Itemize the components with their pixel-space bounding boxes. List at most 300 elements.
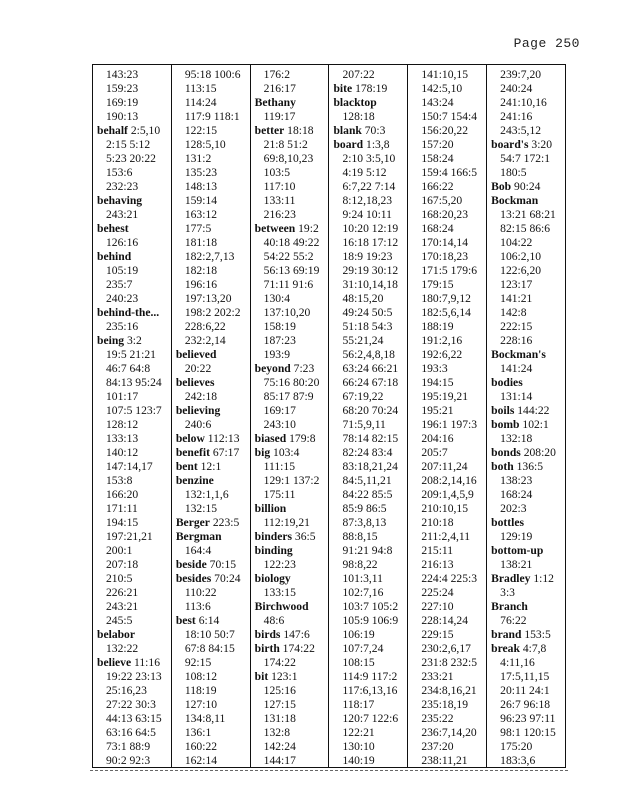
index-column-4 xyxy=(329,65,408,767)
page-line-refs: 215:11 xyxy=(421,544,454,557)
page-line-refs: 106:2,10 xyxy=(500,250,542,263)
page-line-refs: 102:7,16 xyxy=(342,586,384,599)
page-line-refs: 226:21 xyxy=(106,586,139,599)
page-line-refs: 103:5 xyxy=(263,166,291,179)
page-line-refs: 132:18 xyxy=(500,432,533,445)
page-line-refs: 153:8 xyxy=(106,474,133,487)
headword: bottom-up xyxy=(491,544,544,557)
headword: bonds xyxy=(491,446,521,459)
page-line-refs: 194:15 xyxy=(106,516,139,529)
page-line-refs: 137:10,20 xyxy=(263,306,311,319)
index-entry xyxy=(251,530,329,544)
page-line-refs: 232:2,14 xyxy=(184,334,226,347)
page-line-refs: 243:10 xyxy=(263,418,296,431)
index-entry xyxy=(251,600,329,614)
page-line-refs: 4:7,8 xyxy=(519,642,547,655)
page-line-refs: 119:17 xyxy=(263,110,296,123)
page-line-refs: 27:22 30:3 xyxy=(106,698,156,711)
page-line-refs: 84:5,11,21 xyxy=(342,474,392,487)
page-line-refs: 107:7,24 xyxy=(342,642,384,655)
headword: Bergman xyxy=(175,530,222,543)
index-entry xyxy=(93,250,171,264)
page-line-refs: 102:1 xyxy=(519,418,549,431)
index-entry xyxy=(251,222,329,236)
index-entry xyxy=(251,432,329,446)
index-entry xyxy=(93,656,171,670)
page-line-refs: 16:18 17:12 xyxy=(342,236,399,249)
page-line-refs: 128:12 xyxy=(106,418,139,431)
page-line-refs: 180:7,9,12 xyxy=(421,292,471,305)
page-line-refs: 18:18 xyxy=(284,124,314,137)
page-line-refs: 19:5 21:21 xyxy=(106,348,156,361)
page-line-refs: 170:18,23 xyxy=(421,250,469,263)
page-line-refs: 113:6 xyxy=(184,600,211,613)
page-line-refs: 245:5 xyxy=(106,614,133,627)
page-line-refs: 98:8,22 xyxy=(342,558,378,571)
page-line-refs: 122:23 xyxy=(263,558,296,571)
page-line-refs: 129:1 137:2 xyxy=(263,474,320,487)
page-line-refs: 133:15 xyxy=(263,586,296,599)
page-line-refs: 122:21 xyxy=(342,726,375,739)
page-line-refs: 6:7,22 7:14 xyxy=(342,180,396,193)
page-line-refs: 104:22 xyxy=(500,236,533,249)
page-line-refs: 234:8,16,21 xyxy=(421,684,477,697)
headword: biology xyxy=(254,572,291,585)
headword: binders xyxy=(254,530,293,543)
page-line-refs: 197:13,20 xyxy=(184,292,232,305)
page-line-refs: 3:20 xyxy=(528,138,553,151)
page-line-refs: 210:5 xyxy=(106,572,133,585)
page-line-refs: 75:16 80:20 xyxy=(263,376,320,389)
headword: board xyxy=(333,138,364,151)
page-line-refs: 192:6,22 xyxy=(421,348,463,361)
page-line-refs: 235:16 xyxy=(106,320,139,333)
headword: Branch xyxy=(491,600,528,613)
page-line-refs: 164:4 xyxy=(184,544,212,557)
headword: Bethany xyxy=(254,96,296,109)
page-line-refs: 179:8 xyxy=(286,432,316,445)
page-line-refs: 70:3 xyxy=(361,124,386,137)
index-entry xyxy=(251,628,329,642)
page-line-refs: 18:9 19:23 xyxy=(342,250,393,263)
page-line-refs: 242:18 xyxy=(184,390,218,403)
page-line-refs: 20:11 24:1 xyxy=(500,684,550,697)
page-line-refs: 194:15 xyxy=(421,376,454,389)
page-line-refs: 91:21 94:8 xyxy=(342,544,393,557)
page-line-refs: 130:10 xyxy=(342,740,375,753)
page-line-refs: 222:15 xyxy=(500,320,533,333)
page-line-refs: 133:13 xyxy=(106,432,139,445)
index-column-3 xyxy=(251,65,330,767)
page-line-refs: 210:18 xyxy=(421,516,454,529)
page-line-refs: 225:24 xyxy=(421,586,454,599)
page-line-refs: 132:15 xyxy=(184,502,218,515)
page-line-refs: 174:22 xyxy=(263,656,296,669)
page-line-refs: 240:6 xyxy=(184,418,212,431)
headword: billion xyxy=(254,502,287,515)
page-line-refs: 87:3,8,13 xyxy=(342,516,387,529)
page-line-refs: 200:1 xyxy=(106,544,133,557)
page-line-refs: 19:2 xyxy=(295,222,319,235)
headword: Birchwood xyxy=(254,600,309,613)
page-line-refs: 187:23 xyxy=(263,334,296,347)
page-line-refs: 108:12 xyxy=(184,670,218,683)
page-line-refs: 21:8 51:2 xyxy=(263,138,308,151)
page-line-refs: 177:5 xyxy=(184,222,212,235)
page-line-refs: 156:20,22 xyxy=(421,124,469,137)
page-line-refs: 143:24 xyxy=(421,96,454,109)
headword: besides xyxy=(175,572,212,585)
page-line-refs: 169:17 xyxy=(263,404,296,417)
page-line-refs: 140:19 xyxy=(342,754,375,767)
page-line-refs: 159:14 xyxy=(184,194,218,207)
page-line-refs: 114:9 117:2 xyxy=(342,670,398,683)
page-line-refs: 143:23 xyxy=(106,68,139,81)
headword: behest xyxy=(97,222,129,235)
headword: benefit xyxy=(175,446,210,459)
index-entry xyxy=(487,180,565,194)
headword: break xyxy=(491,642,520,655)
page-line-refs: 224:4 225:3 xyxy=(421,572,478,585)
page-line-refs: 2:5,10 xyxy=(127,124,161,137)
page-line-refs: 26:7 96:18 xyxy=(500,698,551,711)
page-line-refs: 205:7 xyxy=(421,446,448,459)
page-line-refs: 148:13 xyxy=(184,180,218,193)
page-line-refs: 153:6 xyxy=(106,166,133,179)
page-line-refs: 142:5,10 xyxy=(421,82,463,95)
page-line-refs: 223:5 xyxy=(209,516,240,529)
page-line-refs: 117:10 xyxy=(263,180,296,193)
page-line-refs: 157:20 xyxy=(421,138,454,151)
page-line-refs: 96:23 97:11 xyxy=(500,712,556,725)
page-line-refs: 183:3,6 xyxy=(500,754,536,767)
page-line-refs: 56:2,4,8,18 xyxy=(342,348,395,361)
page-line-refs: 202:3 xyxy=(500,502,527,515)
page-line-refs: 9:24 10:11 xyxy=(342,208,392,221)
headword: beside xyxy=(175,558,207,571)
page-line-refs: 168:20,23 xyxy=(421,208,469,221)
headword: bent xyxy=(175,460,198,473)
page-line-refs: 227:10 xyxy=(421,600,454,613)
page-line-refs: 141:21 xyxy=(500,292,533,305)
page-line-refs: 133:11 xyxy=(263,194,296,207)
index-entry xyxy=(172,432,250,446)
index-entry xyxy=(329,82,407,96)
index-entry xyxy=(93,334,171,348)
page-line-refs: 175:11 xyxy=(263,488,296,501)
page-line-refs: 101:17 xyxy=(106,390,139,403)
page-line-refs: 180:5 xyxy=(500,166,527,179)
page-line-refs: 105:9 106:9 xyxy=(342,614,399,627)
page-line-refs: 73:1 88:9 xyxy=(106,740,151,753)
index-entry xyxy=(93,194,171,208)
page-line-refs: 169:19 xyxy=(106,96,139,109)
page-line-refs: 69:8,10,23 xyxy=(263,152,314,165)
page-line-refs: 25:16,23 xyxy=(106,684,147,697)
page-line-refs: 88:8,15 xyxy=(342,530,378,543)
page-line-refs: 196:1 197:3 xyxy=(421,418,478,431)
headword: blank xyxy=(333,124,362,137)
headword: behalf xyxy=(97,124,128,137)
page-line-refs: 2:15 5:12 xyxy=(106,138,151,151)
page-line-refs: 235:22 xyxy=(421,712,454,725)
page-line-refs: 235:18,19 xyxy=(421,698,469,711)
page-line-refs: 122:15 xyxy=(184,124,218,137)
page-line-refs: 147:14,17 xyxy=(106,460,153,473)
index-entry xyxy=(251,572,329,586)
index-entry xyxy=(487,138,565,152)
page-line-refs: 228:6,22 xyxy=(184,320,226,333)
index-entry xyxy=(172,530,250,544)
page-line-refs: 129:19 xyxy=(500,530,533,543)
index-entry xyxy=(329,96,407,110)
page-line-refs: 179:15 xyxy=(421,278,454,291)
headword: biased xyxy=(254,432,287,445)
index-entry xyxy=(487,516,565,530)
index-entry xyxy=(172,446,250,460)
page-line-refs: 181:18 xyxy=(184,236,218,249)
page-line-refs: 2:10 3:5,10 xyxy=(342,152,396,165)
headword: better xyxy=(254,124,285,137)
headword: being xyxy=(97,334,125,347)
page-line-refs: 230:2,6,17 xyxy=(421,642,471,655)
page-line-refs: 216:13 xyxy=(421,558,454,571)
page-line-refs: 159:4 166:5 xyxy=(421,166,478,179)
page-line-refs: 190:13 xyxy=(106,110,139,123)
page-line-refs: 63:16 64:5 xyxy=(106,726,156,739)
headword: below xyxy=(175,432,205,445)
page-line-refs: 174:22 xyxy=(279,642,315,655)
page-line-refs: 195:19,21 xyxy=(421,390,469,403)
page-line-refs: 125:16 xyxy=(263,684,296,697)
headword: behind xyxy=(97,250,132,263)
page-line-refs: 150:7 154:4 xyxy=(421,110,478,123)
index-entry xyxy=(172,474,250,488)
page-line-refs: 84:13 95:24 xyxy=(106,376,162,389)
page-line-refs: 188:19 xyxy=(421,320,454,333)
headword: believing xyxy=(175,404,221,417)
page-line-refs: 208:20 xyxy=(520,446,556,459)
index-entry xyxy=(487,446,565,460)
page-line-refs: 54:7 172:1 xyxy=(500,152,551,165)
page-line-refs: 241:16 xyxy=(500,110,533,123)
page-line-refs: 239:7,20 xyxy=(500,68,542,81)
headword: birth xyxy=(254,642,280,655)
page-line-refs: 120:7 122:6 xyxy=(342,712,399,725)
page-line-refs: 204:16 xyxy=(421,432,454,445)
page-line-refs: 36:5 xyxy=(292,530,316,543)
page-line-refs: 127:15 xyxy=(263,698,296,711)
page-line-refs: 117:9 118:1 xyxy=(184,110,240,123)
index-entry xyxy=(251,544,329,558)
index-entry xyxy=(487,572,565,586)
headword: believed xyxy=(175,348,217,361)
page-line-refs: 56:13 69:19 xyxy=(263,264,320,277)
page-line-refs: 158:24 xyxy=(421,152,454,165)
index-entry xyxy=(487,600,565,614)
index-entry xyxy=(172,404,250,418)
page-line-refs: 6:14 xyxy=(195,614,220,627)
headword: blacktop xyxy=(333,96,377,109)
page-line-refs: 126:16 xyxy=(106,236,139,249)
page-line-refs: 1:12 xyxy=(530,572,554,585)
headword: Berger xyxy=(175,516,210,529)
headword: brand xyxy=(491,628,522,641)
page-line-refs: 114:24 xyxy=(184,96,217,109)
page-line-refs: 122:6,20 xyxy=(500,264,542,277)
page-line-refs: 168:24 xyxy=(421,222,454,235)
index-entry xyxy=(172,376,250,390)
page-line-refs: 132:22 xyxy=(106,642,139,655)
page-line-refs: 243:5,12 xyxy=(500,124,542,137)
page-line-refs: 92:15 xyxy=(184,656,212,669)
page-line-refs: 112:19,21 xyxy=(263,516,310,529)
page-line-refs: 71:11 91:6 xyxy=(263,278,314,291)
page-line-refs: 207:22 xyxy=(342,68,375,81)
page-line-refs: 141:24 xyxy=(500,362,533,375)
page-line-refs: 236:7,14,20 xyxy=(421,726,477,739)
page-line-refs: 83:18,21,24 xyxy=(342,460,398,473)
page-line-refs: 191:2,16 xyxy=(421,334,463,347)
page-line-refs: 3:2 xyxy=(124,334,142,347)
page-line-refs: 85:9 86:5 xyxy=(342,502,387,515)
page-line-refs: 118:19 xyxy=(184,684,217,697)
page-line-refs: 49:24 50:5 xyxy=(342,306,393,319)
page-line-refs: 132:8 xyxy=(263,726,291,739)
headword: Bockman's xyxy=(491,348,546,361)
page-line-refs: 128:5,10 xyxy=(184,138,226,151)
page-line-refs: 103:4 xyxy=(270,446,300,459)
headword: both xyxy=(491,460,514,473)
headword: big xyxy=(254,446,271,459)
page-line-refs: 144:17 xyxy=(263,754,296,767)
page-line-refs: 195:21 xyxy=(421,404,454,417)
headword: bite xyxy=(333,82,353,95)
index-entry xyxy=(251,642,329,656)
page-line-refs: 208:2,14,16 xyxy=(421,474,477,487)
page-line-refs: 240:24 xyxy=(500,82,533,95)
index-entry xyxy=(251,670,329,684)
page-line-refs: 106:19 xyxy=(342,628,375,641)
page-line-refs: 240:23 xyxy=(106,292,139,305)
page-line-refs: 54:22 55:2 xyxy=(263,250,314,263)
headword: behaving xyxy=(97,194,143,207)
page-line-refs: 13:21 68:21 xyxy=(500,208,556,221)
headword: birds xyxy=(254,628,281,641)
page-line-refs: 176:2 xyxy=(263,68,291,81)
page-line-refs: 128:18 xyxy=(342,110,375,123)
page-line-refs: 76:22 xyxy=(500,614,527,627)
page-line-refs: 29:19 30:12 xyxy=(342,264,399,277)
index-entry xyxy=(487,418,565,432)
page-line-refs: 175:20 xyxy=(500,740,533,753)
index-column-1 xyxy=(93,65,172,767)
page-line-refs: 162:14 xyxy=(184,754,218,767)
page-line-refs: 198:2 202:2 xyxy=(184,306,241,319)
page-line-refs: 67:19,22 xyxy=(342,390,384,403)
page-line-refs: 98:1 120:15 xyxy=(500,726,556,739)
page-line-refs: 171:11 xyxy=(106,502,138,515)
page-line-refs: 166:22 xyxy=(421,180,454,193)
page-number: Page 250 xyxy=(513,36,580,51)
headword: between xyxy=(254,222,296,235)
page-line-refs: 55:21,24 xyxy=(342,334,384,347)
headword: beyond xyxy=(254,362,291,375)
page-line-refs: 7:23 xyxy=(290,362,315,375)
page-line-refs: 142:24 xyxy=(263,740,296,753)
page-line-refs: 182:2,7,13 xyxy=(184,250,235,263)
page-line-refs: 11:16 xyxy=(131,656,161,669)
headword: board's xyxy=(491,138,529,151)
page-line-refs: 63:24 66:21 xyxy=(342,362,399,375)
page-line-refs: 147:6 xyxy=(280,628,310,641)
page-line-refs: 243:21 xyxy=(106,208,139,221)
index-column-5 xyxy=(408,65,487,767)
headword: best xyxy=(175,614,196,627)
index-entry xyxy=(172,516,250,530)
page-line-refs: 108:15 xyxy=(342,656,375,669)
page-line-refs: 243:21 xyxy=(106,600,139,613)
index-entry xyxy=(251,124,329,138)
page-line-refs: 51:18 54:3 xyxy=(342,320,393,333)
page-line-refs: 95:18 100:6 xyxy=(184,68,241,81)
page-line-refs: 216:23 xyxy=(263,208,296,221)
index-entry xyxy=(93,124,171,138)
page-line-refs: 159:23 xyxy=(106,82,139,95)
index-entry xyxy=(329,124,407,138)
headword: Bradley xyxy=(491,572,531,585)
page-line-refs: 135:23 xyxy=(184,166,218,179)
page-line-refs: 70:15 xyxy=(206,558,237,571)
bottom-divider xyxy=(90,770,568,771)
headword: believe xyxy=(97,656,132,669)
page-line-refs: 71:5,9,11 xyxy=(342,418,386,431)
index-entry xyxy=(487,404,565,418)
page-line-refs: 123:1 xyxy=(268,670,298,683)
page-line-refs: 140:12 xyxy=(106,446,139,459)
page-line-refs: 123:17 xyxy=(500,278,533,291)
page-line-refs: 158:19 xyxy=(263,320,296,333)
index-entry xyxy=(172,348,250,362)
page-line-refs: 132:1,1,6 xyxy=(184,488,229,501)
index-entry xyxy=(172,460,250,474)
page-line-refs: 117:6,13,16 xyxy=(342,684,398,697)
index-entry xyxy=(93,628,171,642)
page-line-refs: 211:2,4,11 xyxy=(421,530,471,543)
index-entry xyxy=(251,96,329,110)
index-entry xyxy=(172,614,250,628)
page-line-refs: 68:20 70:24 xyxy=(342,404,399,417)
page-line-refs: 8:12,18,23 xyxy=(342,194,393,207)
page-line-refs: 67:8 84:15 xyxy=(184,642,235,655)
page-line-refs: 78:14 82:15 xyxy=(342,432,399,445)
index-entry xyxy=(487,194,565,208)
page-line-refs: 20:22 xyxy=(184,362,212,375)
index-entry xyxy=(251,502,329,516)
page-line-refs: 241:10,16 xyxy=(500,96,547,109)
headword: Bob xyxy=(491,180,512,193)
page-line-refs: 18:10 50:7 xyxy=(184,628,235,641)
page-line-refs: 82:24 83:4 xyxy=(342,446,393,459)
page-line-refs: 131:2 xyxy=(184,152,212,165)
page-line-refs: 105:19 xyxy=(106,264,139,277)
page-line-refs: 4:11,16 xyxy=(500,656,535,669)
page-line-refs: 142:8 xyxy=(500,306,527,319)
page-line-refs: 238:11,21 xyxy=(421,754,468,767)
page-line-refs: 216:17 xyxy=(263,82,296,95)
page-line-refs: 112:13 xyxy=(204,432,240,445)
page-line-refs: 136:1 xyxy=(184,726,212,739)
